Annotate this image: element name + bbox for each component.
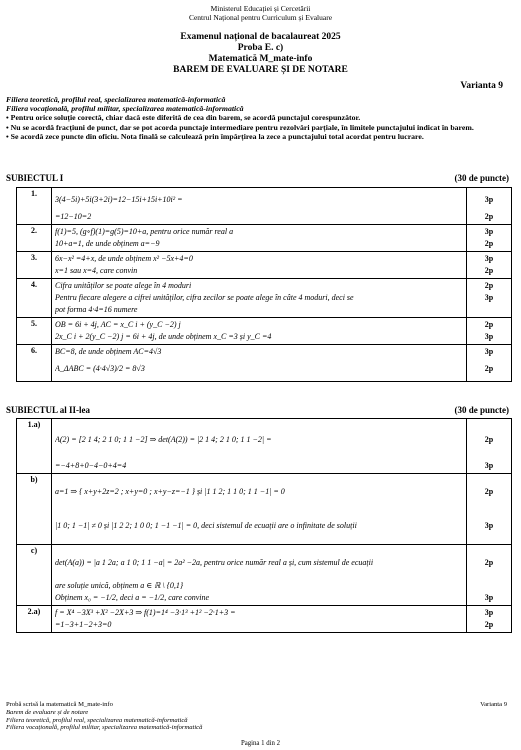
- proba-title: Proba E. c): [237, 43, 284, 53]
- solution-cell: [52, 252, 467, 279]
- points-value: 3p: [484, 608, 494, 617]
- points-value: 3p: [484, 332, 494, 341]
- page-number: Pagina 1 din 2: [240, 740, 281, 747]
- subiect-1-title: SUBIECTUL I: [6, 173, 64, 183]
- solution-line: 6x−x² =4+x, de unde obținem x² −5x+4=0: [55, 254, 193, 263]
- solution-line: OB = 6i + 4j, AC = x_C i + (y_C −2) j: [55, 320, 181, 329]
- points-value: 2p: [484, 620, 494, 629]
- solution-line: 3(4−5i)+5i(3+2i)=12−15i+15i+10i² =: [55, 195, 183, 204]
- points-value: 3p: [484, 195, 494, 204]
- rubric-row: [17, 252, 512, 279]
- solution-line: are soluție unică, obținem a ∈ ℝ \ {0,1}: [55, 581, 184, 590]
- points-cell: [467, 474, 512, 545]
- solution-line: det(A(a)) = |a 1 2a; a 1 0; 1 1 −a| = 2a² −2a, pentru orice număr real a și, cum sistemul de ecuații: [55, 558, 374, 567]
- solution-line: =12−10=2: [55, 212, 92, 221]
- footer-line-2: Barem de evaluare și de notare: [6, 708, 89, 716]
- intro-notes: [6, 95, 511, 141]
- points-value: 2p: [484, 487, 494, 496]
- item-number: 3.: [17, 252, 52, 279]
- points-cell: [467, 225, 512, 252]
- item-number: 6.: [17, 345, 52, 382]
- points-cell: [467, 188, 512, 225]
- note-bullet-1: • Pentru orice soluție corectă, chiar dacă este diferită de cea din barem, se acordă punctajul corespunzător.: [6, 113, 361, 123]
- footer-line-4: Filiera vocațională, profilul militar, specializarea matematică-informatică: [6, 724, 203, 732]
- item-number: b): [17, 474, 52, 545]
- solution-cell: [52, 419, 467, 474]
- item-number: c): [17, 545, 52, 606]
- points-cell: [467, 545, 512, 606]
- solution-cell: [52, 545, 467, 606]
- solution-cell: [52, 188, 467, 225]
- item-number: 2.a): [17, 606, 52, 633]
- solution-line: 10+a=1, de unde obținem a=−9: [55, 239, 160, 248]
- solution-cell: [52, 345, 467, 382]
- solution-line: pot forma 4·4=16 numere: [55, 305, 138, 314]
- rubric-row: [17, 188, 512, 225]
- page-footer: [6, 701, 507, 732]
- subiect-1-table: [16, 187, 512, 382]
- solution-line: Cifra unităților se poate alege în 4 moduri: [55, 281, 192, 290]
- rubric-row: [17, 419, 512, 474]
- rubric-row: [17, 474, 512, 545]
- points-value: 2p: [484, 212, 494, 221]
- subiect-2-title: SUBIECTUL al II-lea: [6, 405, 91, 415]
- note-bullet-3: • Se acordă zece puncte din oficiu. Nota finală se calculează prin împărțirea la zece a punctajului total acordat pentru lucrare.: [6, 131, 424, 141]
- item-number: 5.: [17, 318, 52, 345]
- solution-cell: [52, 225, 467, 252]
- varianta-label: Varianta 9: [460, 81, 503, 91]
- item-number: 2.: [17, 225, 52, 252]
- points-value: 3p: [484, 593, 494, 602]
- solution-line: a=1 ⇒ { x+y+2z=2 ; x+y=0 ; x+y−z=−1 } și |1 1 2; 1 1 0; 1 1 −1| = 0: [55, 487, 285, 496]
- solution-line: 2x_C i + 2(y_C −2) j = 6i + 4j, de unde obținem x_C =3 și y_C =4: [55, 332, 272, 341]
- item-number: 1.: [17, 188, 52, 225]
- solution-line: Obținem x₀ = −1/2, deci a = −1/2, care convine: [55, 593, 210, 602]
- points-value: [470, 304, 508, 316]
- solution-cell: [52, 606, 467, 633]
- rubric-row: [17, 279, 512, 318]
- solution-cell: [52, 318, 467, 345]
- footer-line-3: Filiera teoretică, profilul real, specializarea matematică-informatică: [6, 716, 188, 724]
- rubric-row: [17, 225, 512, 252]
- rubric-row: [17, 606, 512, 633]
- center-name: Centrul Național pentru Curriculum și Evaluare: [188, 13, 333, 22]
- solution-cell: [52, 279, 467, 318]
- points-value: 2p: [484, 558, 494, 567]
- points-value: [470, 580, 508, 592]
- subiect-2-heading: [6, 405, 509, 415]
- solution-line: A(2) = [2 1 4; 2 1 0; 1 1 −2] ⇒ det(A(2)) = |2 1 4; 2 1 0; 1 1 −2| =: [55, 435, 272, 444]
- filiera-line-2: Filiera vocațională, profilul militar, specializarea matematică-informatică: [6, 104, 244, 114]
- points-value: 2p: [484, 239, 494, 248]
- solution-line: BC=8, de unde obținem AC=4√3: [55, 347, 162, 356]
- solution-line: Pentru fiecare alegere a cifrei unităților, cifra zecilor se poate alege în câte 4 moduri, deci se: [55, 293, 354, 302]
- solution-line: A_ΔABC = (4·4√3)/2 = 8√3: [55, 364, 145, 373]
- note-bullet-2: • Nu se acordă fracțiuni de punct, dar se pot acorda punctaje intermediare pentru rezolvări parțiale, în limitele punctajului indicat în barem.: [6, 122, 474, 132]
- points-cell: [467, 318, 512, 345]
- points-cell: [467, 345, 512, 382]
- points-value: 2p: [484, 266, 494, 275]
- rubric-row: [17, 318, 512, 345]
- points-cell: [467, 419, 512, 474]
- points-cell: [467, 279, 512, 318]
- solution-line: =−4+8+0−4−0+4=4: [55, 461, 127, 470]
- subiect-2-points: (30 de puncte): [454, 405, 509, 415]
- points-value: 2p: [484, 435, 494, 444]
- ministry-name: Ministerul Educației și Cercetării: [210, 4, 311, 13]
- barem-title: BAREM DE EVALUARE ȘI DE NOTARE: [173, 65, 348, 75]
- points-cell: [467, 606, 512, 633]
- solution-line: =1−3+1−2+3=0: [55, 620, 112, 629]
- footer-line-1: Probă scrisă la matematică M_mate-info: [6, 701, 113, 708]
- item-number: 4.: [17, 279, 52, 318]
- solution-line: f(1)=5, (g∘f)(1)=g(5)=10+a, pentru orice număr real a: [55, 227, 234, 236]
- solution-line: |1 0; 1 −1| ≠ 0 și |1 2 2; 1 0 0; 1 −1 −1| = 0, deci sistemul de ecuații are o infinitate de soluții: [55, 521, 357, 530]
- points-cell: [467, 252, 512, 279]
- exam-title: Examenul național de bacalaureat 2025: [180, 32, 341, 42]
- item-number: 1.a): [17, 419, 52, 474]
- subiect-1-heading: [6, 173, 509, 183]
- points-value: 3p: [484, 461, 494, 470]
- rubric-row: [17, 545, 512, 606]
- points-value: 3p: [484, 521, 494, 530]
- rubric-row: [17, 345, 512, 382]
- points-value: 3p: [484, 293, 494, 302]
- points-value: 3p: [484, 347, 494, 356]
- solution-cell: [52, 474, 467, 545]
- filiera-line-1: Filiera teoretică, profilul real, specializarea matematică-informatică: [6, 95, 226, 104]
- points-value: 3p: [484, 227, 494, 236]
- subject-title: Matematică M_mate-info: [208, 54, 313, 64]
- subiect-1-points: (30 de puncte): [454, 173, 509, 183]
- points-value: 2p: [484, 281, 494, 290]
- points-value: 2p: [484, 364, 494, 373]
- solution-line: f = X⁴ −3X³ +X² −2X+3 ⇒ f(1)=1⁴ −3·1³ +1² −2·1+3 =: [55, 608, 236, 617]
- subiect-2-table: [16, 418, 512, 633]
- header: [0, 4, 521, 76]
- footer-varianta: Varianta 9: [480, 701, 507, 708]
- solution-line: x=1 sau x=4, care convin: [55, 266, 138, 275]
- points-value: 3p: [484, 254, 494, 263]
- points-value: 2p: [484, 320, 494, 329]
